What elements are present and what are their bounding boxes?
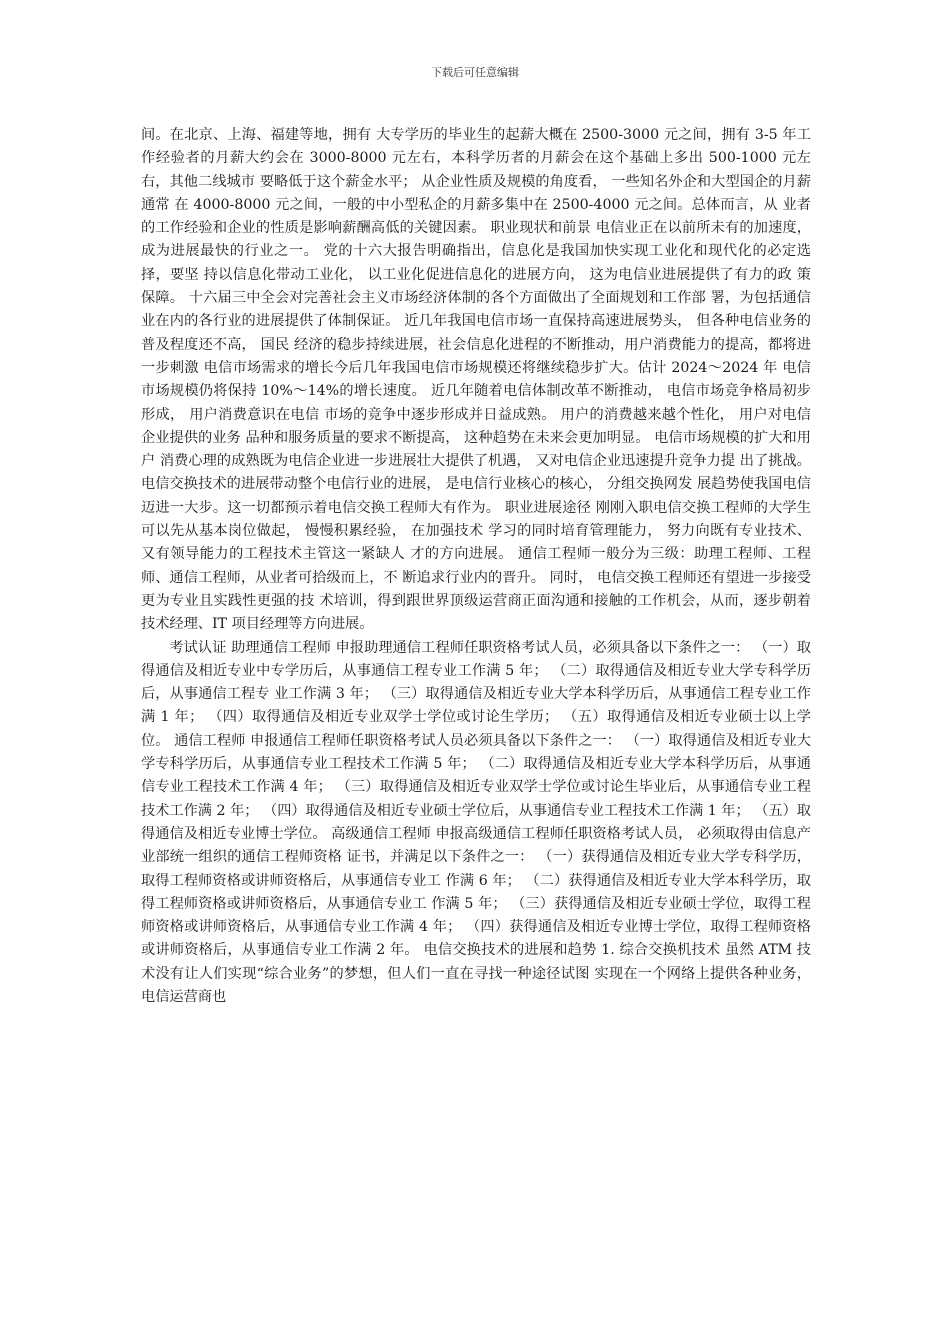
paragraph-2: 考试认证 助理通信工程师 申报助理通信工程师任职资格考试人员，必须具备以下条件之一： （一）取得通信及相近专业中专学历后，从事通信工程专业工作满 5 年； （二）取得通信及相近专业大学专科学历后，从事通信工程专 业工作满 3 年； （三）取得通信及相近专业大学本科学历后，从事通信工程专业工作满 1 年； （四）取得通信及相近专业双学士学位或讨论生学历； （五）取得通信及相近专业硕士以上学位。 通信工程师 申报通信工程师任职资格考试人员必须具备以下条件之一： （一）取得通信及相近专业大学专科学历后，从事通信专业工程技术工作满 5 年； （二）取得通信及相近专业大学本科学历后，从事通信专业工程技术工作满 4 年； （三）取得通信及相近专业双学士学位或讨论生毕业后，从事通信专业工程技术工作满 2 年； （四）取得通信及相近专业硕士学位后，从事通信专业工程技术工作满 1 年； （五）取得通信及相近专业博士学位。 高级通信工程师 申报高级通信工程师任职资格考试人员， 必须取得由信息产业部统一组织的通信工程师资格 证书，并满足以下条件之一： （一）获得通信及相近专业大学专科学历，取得工程师资格或讲师资格后，从事通信专业工 作满 6 年； （二）获得通信及相近专业大学本科学历，取得工程师资格或讲师资格后，从事通信专业工 作满 5 年； （三）获得通信及相近专业硕士学位，取得工程师资格或讲师资格后，从事通信专业工作满 4 年； （四）获得通信及相近专业博士学位，取得工程师资格或讲师资格后，从事通信专业工作满 2 年。 电信交换技术的进展和趋势 1. 综合交换机技术 虽然 ATM 技术没有让人们实现“综合业务”的梦想，但人们一直在寻找一种途径试图 实现在一个网络上提供各种业务， 电信运营商也 xyxy=(141,639,811,1005)
paragraph-1: 间。在北京、上海、福建等地，拥有 大专学历的毕业生的起薪大概在 2500-3000 元之间，拥有 3-5 年工作经验者的月薪大约会在 3000-8000 元左右，本科学历者的月薪会在这个基础上多出 500-1000 元左右，其他二线城市 要略低于这个薪金水平； 从企业性质及规模的角度看， 一些知名外企和大型国企的月薪通常 在 4000-8000 元之间，一般的中小型私企的月薪多集中在 2500-4000 元之间。总体而言，从 业者的工作经验和企业的性质是影响薪酬高低的关键因素。 职业现状和前景 电信业正在以前所未有的加速度，成为进展最快的行业之一。 党的十六大报告明确指出，信息化是我国加快实现工业化和现代化的必定选择，要坚 持以信息化带动工业化， 以工业化促进信息化的进展方向， 这为电信业进展提供了有力的政 策保障。 十六届三中全会对完善社会主义市场经济体制的各个方面做出了全面规划和工作部 署，为包括通信业在内的各行业的进展提供了体制保证。 近几年我国电信市场一直保持高速进展势头， 但各种电信业务的普及程度还不高， 国民 经济的稳步持续进展，社会信息化进程的不断推动，用户消费能力的提高，都将进一步刺激 电信市场需求的增长今后几年我国电信市场规模还将继续稳步扩大。估计 2024～2024 年 电信市场规模仍将保持 10%～14%的增长速度。 近几年随着电信体制改革不断推动， 电信市场竞争格局初步形成， 用户消费意识在电信 市场的竞争中逐步形成并日益成熟。 用户的消费越来越个性化， 用户对电信企业提供的业务 品种和服务质量的要求不断提高， 这种趋势在未来会更加明显。 电信市场规模的扩大和用户 消费心理的成熟既为电信企业进一步进展壮大提供了机遇， 又对电信企业迅速提升竞争力提 出了挑战。 电信交换技术的进展带动整个电信行业的进展， 是电信行业核心的核心， 分组交换网发 展趋势使我国电信迈进一大步。这一切都预示着电信交换工程师大有作为。 职业进展途径 刚刚入职电信交换工程师的大学生可以先从基本岗位做起， 慢慢积累经验， 在加强技术 学习的同时培育管理能力， 努力向既有专业技术、 又有领导能力的工程技术主管这一紧缺人 才的方向进展。 通信工程师一般分为三级：助理工程师、工程师、通信工程师，从业者可拾级而上，不 断追求行业内的晋升。 同时， 电信交换工程师还有望进一步接受更为专业且实践性更强的技 术培训，得到跟世界顶级运营商正面沟通和接触的工作机会，从而，逐步朝着技术经理、IT 项目经理等方向进展。 xyxy=(141,127,811,633)
body-text xyxy=(141,124,811,1009)
page-header: 下载后可任意编辑 xyxy=(431,66,519,79)
